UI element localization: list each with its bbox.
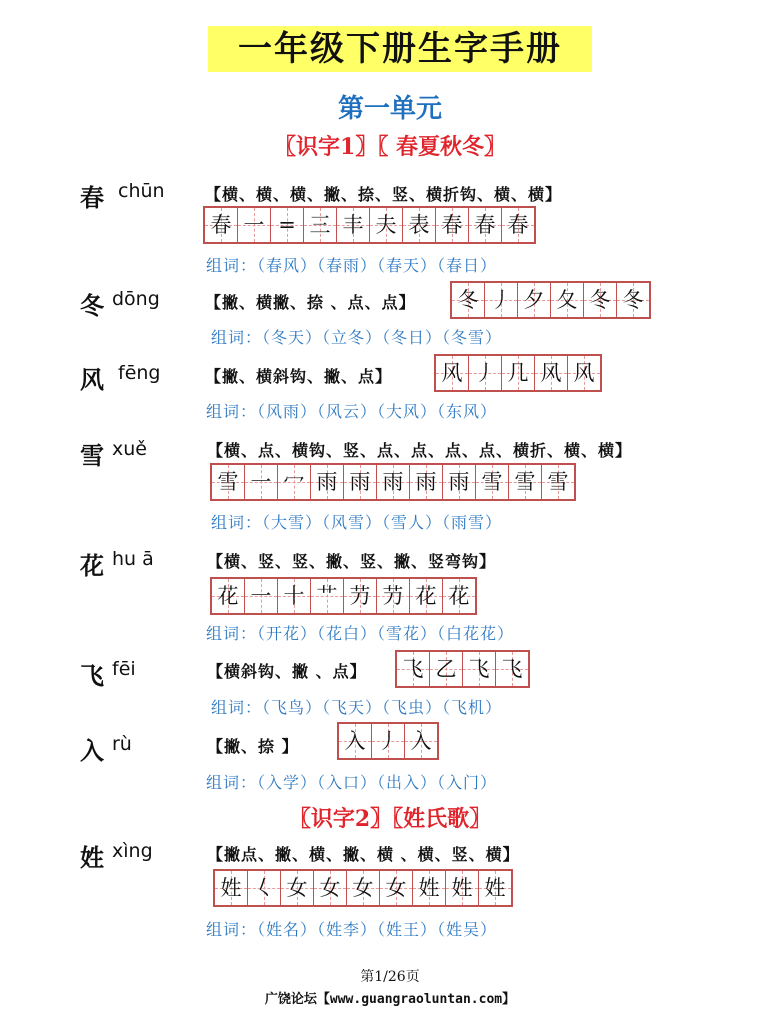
stroke-grid-cell	[502, 356, 535, 390]
stroke-grid-cell	[205, 208, 238, 242]
stroke-order-text: 【撇、横斜钩、撇、点】	[205, 367, 393, 386]
stroke-step: 入	[344, 729, 366, 753]
stroke-grid-cell	[436, 356, 469, 390]
stroke-grid-cell	[405, 724, 437, 758]
word-examples: 组词：（开花）（花白）（雪花）（白花花）	[206, 624, 515, 643]
stroke-step: 乙	[435, 657, 457, 681]
stroke-grid	[434, 354, 602, 392]
unit-heading: 第一单元	[337, 94, 442, 124]
entry-character: 春	[80, 183, 104, 212]
stroke-step: 表	[408, 213, 430, 237]
stroke-grid-cell	[542, 465, 574, 499]
stroke-step: 雪	[547, 470, 569, 494]
stroke-step: 女	[352, 876, 374, 900]
stroke-step: 入	[410, 729, 432, 753]
stroke-grid-cell	[278, 579, 311, 613]
stroke-grid-cell	[436, 208, 469, 242]
stroke-grid-cell	[238, 208, 271, 242]
stroke-step: 风	[573, 361, 595, 385]
entry-character: 冬	[80, 291, 104, 320]
stroke-order-text: 【横、横、横、撇、捺、竖、横折钩、横、横】	[205, 185, 563, 204]
stroke-step: 姓	[484, 876, 506, 900]
stroke-step: 丿	[490, 288, 512, 312]
stroke-grid-cell	[479, 871, 511, 905]
stroke-grid	[337, 722, 439, 760]
word-examples: 组词：（入学）（入口）（出入）（入门）	[206, 773, 498, 792]
stroke-grid-cell	[469, 356, 502, 390]
stroke-order-text: 【横、竖、竖、撇、竖、撇、竖弯钩】	[207, 552, 497, 571]
stroke-grid-cell	[377, 465, 410, 499]
site-footer: 广饶论坛【www.guangraoluntan.com】	[264, 992, 516, 1007]
stroke-grid-cell	[372, 724, 405, 758]
stroke-grid-cell	[347, 871, 380, 905]
stroke-grid-cell	[377, 579, 410, 613]
stroke-grid-cell	[430, 652, 463, 686]
stroke-grid	[203, 206, 536, 244]
word-examples: 组词：（姓名）（姓李）（姓王）（姓吴）	[206, 920, 498, 939]
stroke-step: 雪	[217, 470, 239, 494]
stroke-grid-cell	[304, 208, 337, 242]
stroke-grid-cell	[344, 465, 377, 499]
stroke-grid-cell	[469, 208, 502, 242]
stroke-step: 雪	[514, 470, 536, 494]
stroke-step: 春	[210, 213, 232, 237]
stroke-order-text: 【撇点、撇、横、撇、横 、横、竖、横】	[207, 845, 520, 864]
entry-character: 风	[80, 365, 104, 394]
stroke-grid-cell	[535, 356, 568, 390]
lesson-heading-2: 〖识字2〗〖姓氏歌〗	[288, 806, 492, 832]
stroke-step: 芀	[382, 584, 404, 608]
stroke-step: 女	[286, 876, 308, 900]
stroke-grid-cell	[617, 283, 649, 317]
entry-pinyin: fēi	[112, 658, 136, 680]
stroke-grid-cell	[509, 465, 542, 499]
stroke-step: 夂	[556, 288, 578, 312]
stroke-grid-cell	[380, 871, 413, 905]
stroke-grid-cell	[281, 871, 314, 905]
stroke-grid-cell	[452, 283, 485, 317]
stroke-step: 飞	[402, 657, 424, 681]
stroke-grid-cell	[413, 871, 446, 905]
page-number: 第1/26页	[360, 969, 420, 985]
stroke-step: 几	[507, 361, 529, 385]
stroke-step: 春	[441, 213, 463, 237]
stroke-step: 夫	[375, 213, 397, 237]
stroke-step: 春	[474, 213, 496, 237]
stroke-grid-cell	[311, 465, 344, 499]
stroke-step: 冬	[622, 288, 644, 312]
stroke-grid-cell	[212, 579, 245, 613]
stroke-grid-cell	[518, 283, 551, 317]
stroke-step: 𡿨	[253, 876, 275, 900]
stroke-grid-cell	[551, 283, 584, 317]
stroke-grid-cell	[443, 579, 475, 613]
word-examples: 组词：（飞鸟）（飞天）（飞虫）（飞机）	[211, 698, 503, 717]
stroke-grid	[450, 281, 651, 319]
page-title: 一年级下册生字手册	[208, 26, 592, 72]
lesson-heading-1: 〖识字1〗〖 春夏秋冬〗	[274, 134, 506, 160]
stroke-step: 芀	[349, 584, 371, 608]
stroke-step: 姓	[220, 876, 242, 900]
stroke-grid-cell	[410, 465, 443, 499]
stroke-grid-cell	[271, 208, 304, 242]
entry-pinyin: fēng	[118, 362, 161, 384]
stroke-grid	[210, 577, 477, 615]
stroke-step: 雨	[382, 470, 404, 494]
stroke-grid-cell	[568, 356, 600, 390]
stroke-step: 一	[250, 470, 272, 494]
stroke-step: 三	[309, 213, 331, 237]
stroke-step: 花	[415, 584, 437, 608]
stroke-order-text: 【横、点、横钩、竖、点、点、点、点、横折、横、横】	[207, 441, 633, 460]
entry-pinyin: dōng	[112, 288, 160, 310]
stroke-grid	[395, 650, 530, 688]
stroke-step: 女	[319, 876, 341, 900]
stroke-step: 姓	[418, 876, 440, 900]
stroke-step: 风	[540, 361, 562, 385]
stroke-grid-cell	[446, 871, 479, 905]
entry-character: 花	[80, 551, 104, 580]
entry-character: 姓	[80, 843, 104, 872]
stroke-grid-cell	[344, 579, 377, 613]
stroke-grid-cell	[245, 579, 278, 613]
stroke-step: 丿	[377, 729, 399, 753]
stroke-grid-cell	[311, 579, 344, 613]
stroke-grid	[210, 463, 576, 501]
stroke-step: 女	[385, 876, 407, 900]
stroke-step: 冖	[283, 470, 305, 494]
stroke-grid-cell	[485, 283, 518, 317]
stroke-step: 雪	[481, 470, 503, 494]
stroke-grid	[213, 869, 513, 907]
word-examples: 组词：（春风）（春雨）（春天）（春日）	[206, 256, 498, 275]
stroke-grid-cell	[339, 724, 372, 758]
stroke-grid-cell	[410, 579, 443, 613]
stroke-step: 夕	[523, 288, 545, 312]
word-examples: 组词：（大雪）（风雪）（雪人）（雨雪）	[211, 513, 503, 532]
entry-pinyin: hu ā	[112, 548, 154, 570]
entry-character: 雪	[80, 441, 104, 470]
stroke-grid-cell	[337, 208, 370, 242]
stroke-grid-cell	[584, 283, 617, 317]
stroke-step: 十	[283, 584, 305, 608]
stroke-step: 雨	[448, 470, 470, 494]
stroke-step: 一	[250, 584, 272, 608]
stroke-step: 雨	[415, 470, 437, 494]
stroke-step: 飞	[468, 657, 490, 681]
stroke-step: 一	[243, 213, 265, 237]
stroke-grid-cell	[314, 871, 347, 905]
stroke-grid-cell	[463, 652, 496, 686]
stroke-step: 春	[507, 213, 529, 237]
stroke-step: 丰	[342, 213, 364, 237]
word-examples: 组词：（风雨）（风云）（大风）（东风）	[206, 402, 498, 421]
stroke-grid-cell	[496, 652, 528, 686]
stroke-grid-cell	[397, 652, 430, 686]
stroke-grid-cell	[502, 208, 534, 242]
stroke-grid-cell	[278, 465, 311, 499]
stroke-step: 花	[448, 584, 470, 608]
stroke-grid-cell	[403, 208, 436, 242]
entry-character: 入	[80, 736, 104, 765]
entry-pinyin: xìng	[112, 840, 153, 862]
stroke-order-text: 【横斜钩、撇 、点】	[207, 662, 367, 681]
word-examples: 组词：（冬天）（立冬）（冬日）（冬雪）	[211, 328, 503, 347]
entry-pinyin: xuě	[112, 438, 147, 460]
entry-pinyin: rù	[112, 733, 132, 755]
stroke-step: 花	[217, 584, 239, 608]
stroke-step: 冬	[457, 288, 479, 312]
stroke-grid-cell	[212, 465, 245, 499]
stroke-step: 丿	[474, 361, 496, 385]
stroke-step: 雨	[349, 470, 371, 494]
stroke-grid-cell	[476, 465, 509, 499]
stroke-grid-cell	[248, 871, 281, 905]
stroke-order-text: 【撇、横撇、捺 、点、点】	[205, 293, 416, 312]
stroke-step: 冬	[589, 288, 611, 312]
stroke-step: =	[278, 213, 296, 237]
stroke-step: 艹	[316, 584, 338, 608]
stroke-grid-cell	[215, 871, 248, 905]
stroke-step: 飞	[501, 657, 523, 681]
entry-pinyin: chūn	[118, 180, 165, 202]
stroke-step: 姓	[451, 876, 473, 900]
stroke-step: 风	[441, 361, 463, 385]
stroke-grid-cell	[370, 208, 403, 242]
stroke-grid-cell	[245, 465, 278, 499]
stroke-step: 雨	[316, 470, 338, 494]
stroke-grid-cell	[443, 465, 476, 499]
entry-character: 飞	[80, 661, 104, 690]
stroke-order-text: 【撇、捺 】	[207, 737, 299, 756]
